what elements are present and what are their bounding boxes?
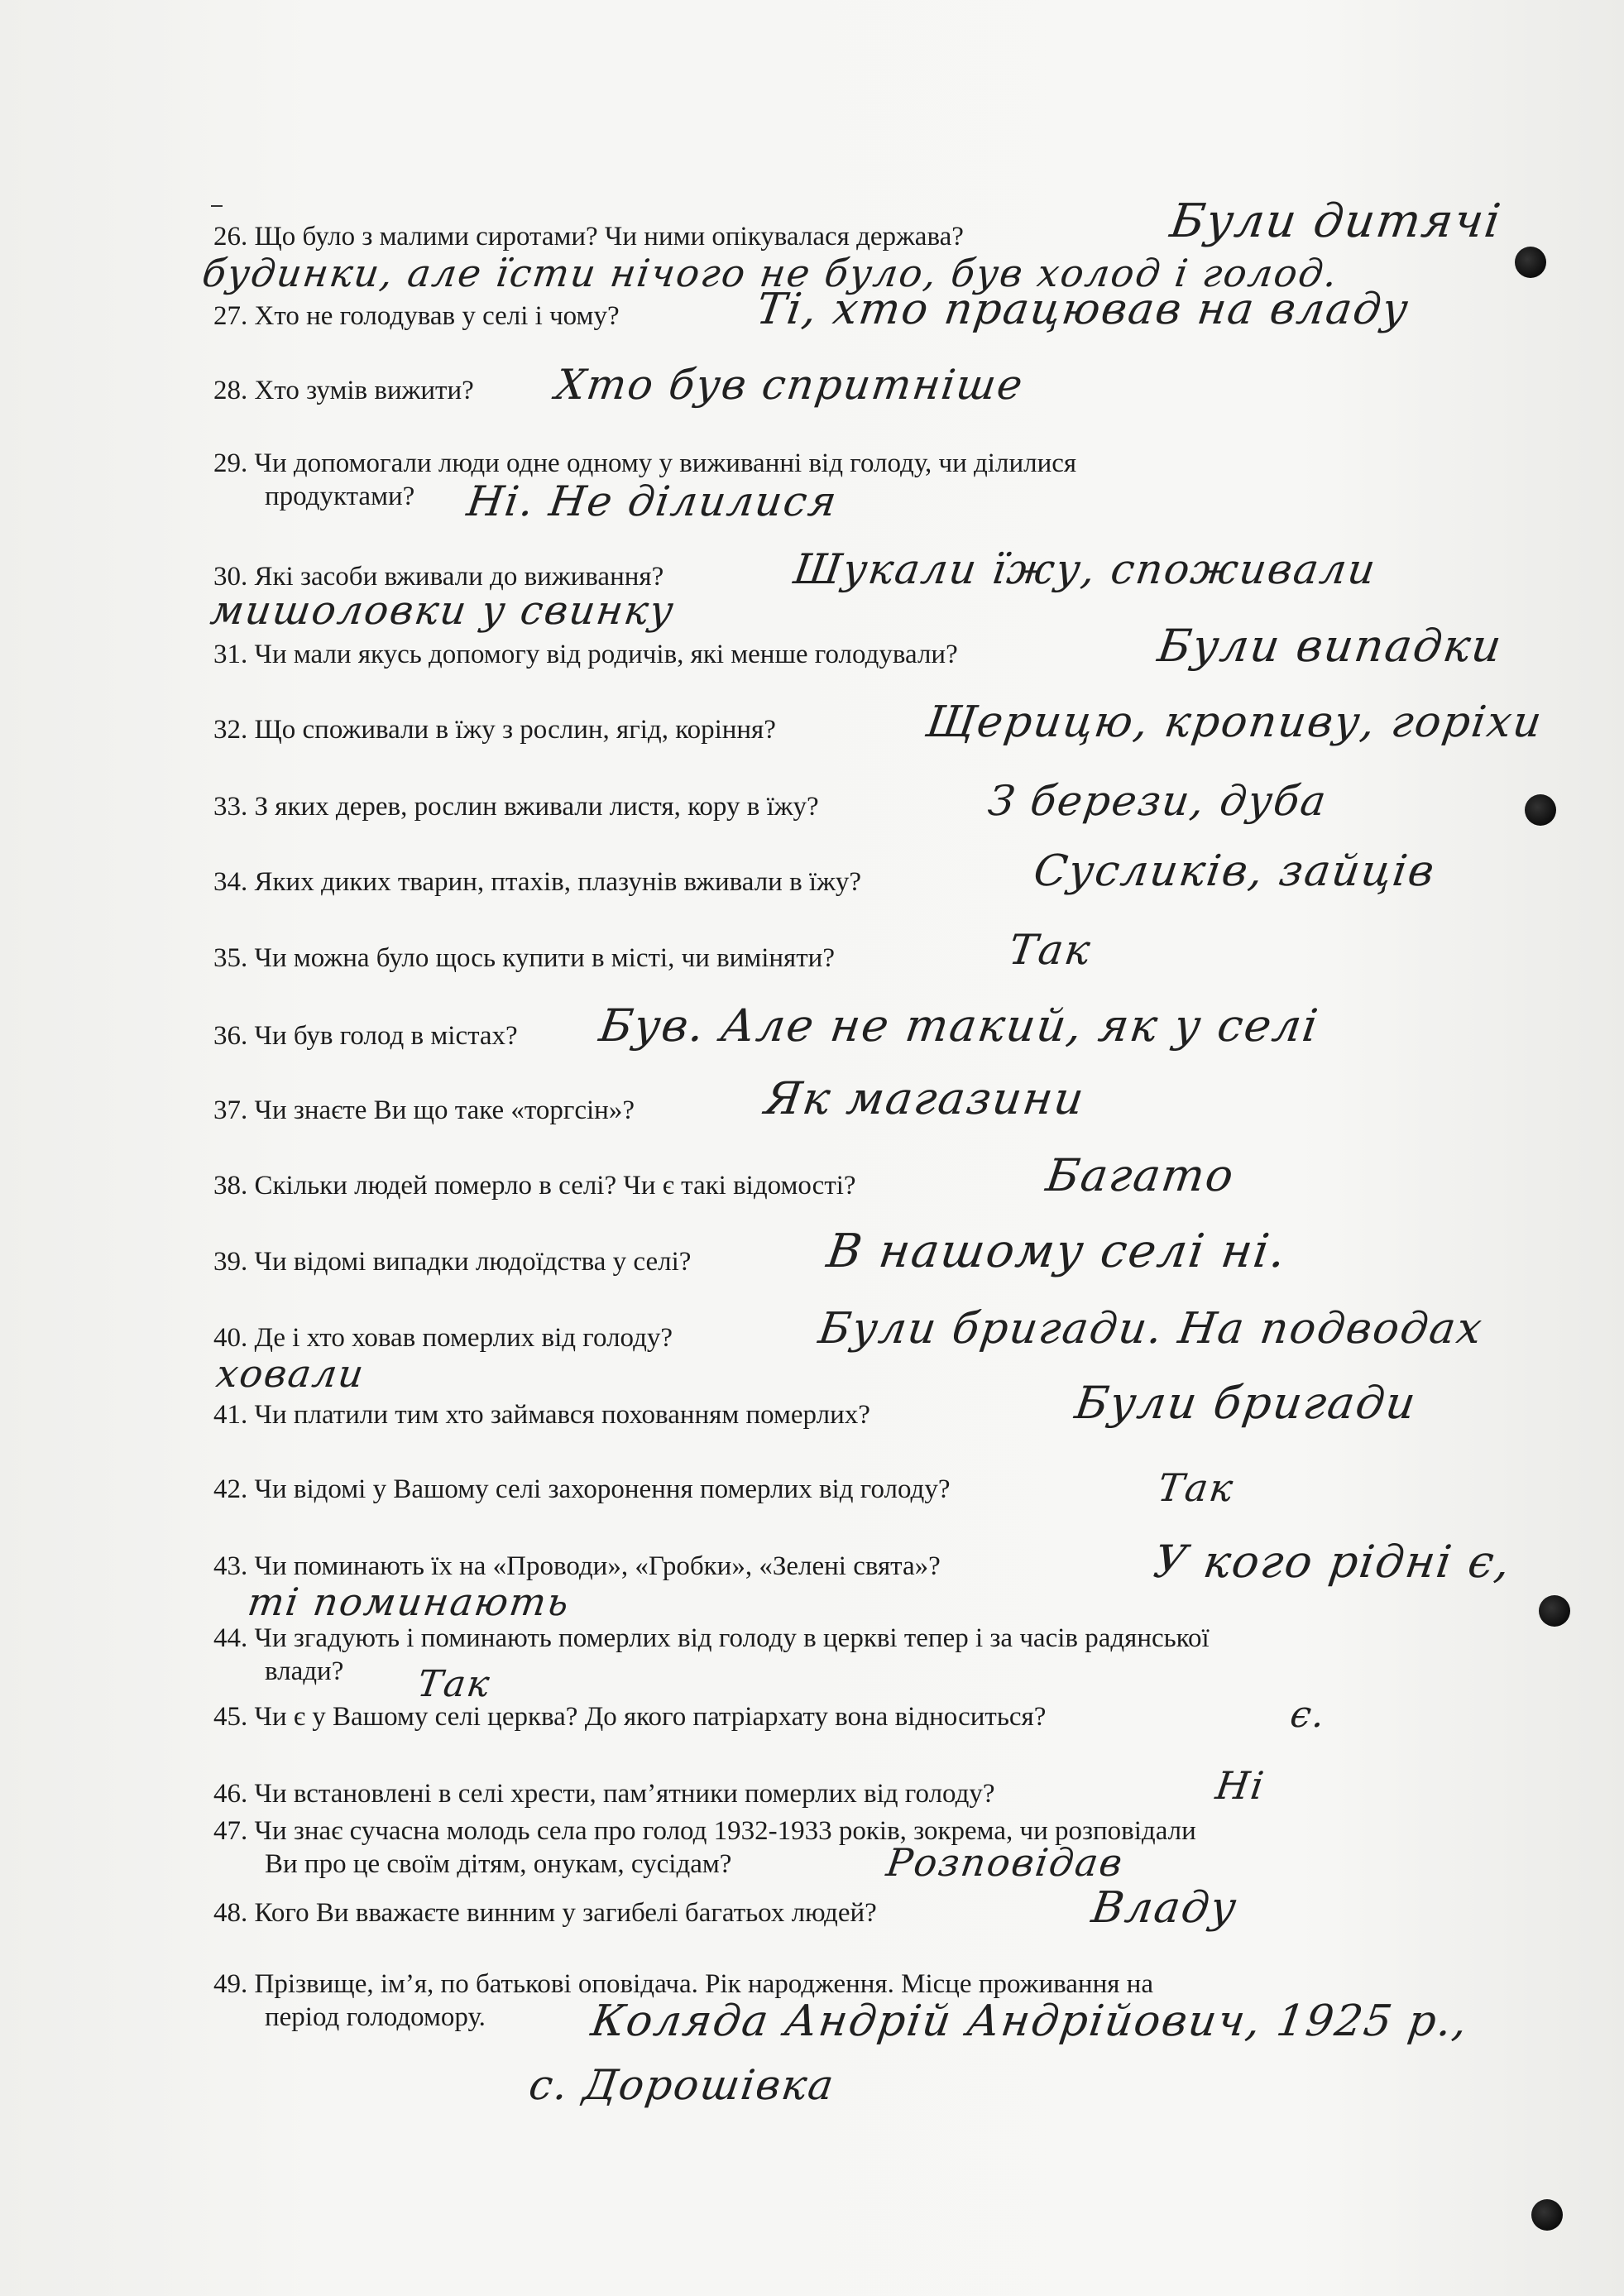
answer-26-line-1: Були дитячі xyxy=(1167,194,1506,248)
question-28: 28. Хто зумів вижити? xyxy=(213,376,474,405)
punch-hole-upper xyxy=(1525,794,1556,826)
answer-34: Сусликів, зайців xyxy=(1030,846,1439,896)
answer-38: Багато xyxy=(1042,1149,1238,1201)
question-34: 34. Яких диких тварин, птахів, плазунів вживали в їжу? xyxy=(213,867,862,897)
answer-35: Так xyxy=(1005,926,1095,974)
answer-33: З берези, дуба xyxy=(984,777,1331,825)
answer-43-line-2: ті поминають xyxy=(245,1579,573,1624)
answer-39: В нашому селі ні. xyxy=(823,1225,1291,1278)
answer-43-line-1: У кого рідні є, xyxy=(1150,1536,1515,1588)
question-49-line-1: 49. Прізвище, ім’я, по батькові оповідача. Рік народження. Місце проживання на xyxy=(213,1969,1153,1999)
answer-41: Були бригади xyxy=(1071,1377,1420,1429)
question-44 xyxy=(213,1622,1210,1688)
answer-42: Так xyxy=(1155,1465,1238,1510)
answer-32: Щерицю, кропиву, горіхи xyxy=(922,697,1546,747)
answer-27: Ті, хто працював на владу xyxy=(753,285,1413,334)
question-47-line-2: Ви про це своїм дітям, онукам, сусідам? xyxy=(265,1849,732,1879)
question-32: 32. Що споживали в їжу з рослин, ягід, коріння? xyxy=(213,715,776,745)
answer-49-line-2: с. Дорошівка xyxy=(525,2061,838,2109)
answer-26-line-2: будинки, але їсти нічого не було, був холод і голод. xyxy=(199,251,1342,295)
question-31: 31. Чи мали якусь допомогу від родичів, які менше голодували? xyxy=(213,640,958,669)
question-26: 26. Що було з малими сиротами? Чи ними опікувалася держава? xyxy=(213,222,964,252)
question-37: 37. Чи знаєте Ви що таке «торгсін»? xyxy=(213,1095,635,1125)
pen-mark xyxy=(211,205,223,207)
question-29-line-2: продуктами? xyxy=(265,482,415,511)
question-38: 38. Скільки людей померло в селі? Чи є такі відомості? xyxy=(213,1171,856,1201)
answer-36: Був. Але не такий, як у селі xyxy=(596,999,1323,1052)
question-29-line-1: 29. Чи допомогали люди одне одному у виживанні від голоду, чи ділилися xyxy=(213,448,1077,478)
answer-28: Хто був спритніше xyxy=(552,361,1028,409)
question-48: 48. Кого Ви вважаєте винним у загибелі багатьох людей? xyxy=(213,1898,877,1928)
answer-48: Владу xyxy=(1088,1883,1241,1933)
question-27: 27. Хто не голодував у селі і чому? xyxy=(213,301,620,331)
question-35: 35. Чи можна було щось купити в місті, чи виміняти? xyxy=(213,943,835,973)
question-36: 36. Чи був голод в містах? xyxy=(213,1021,518,1051)
answer-29: Ні. Не ділилися xyxy=(463,477,841,525)
answer-37: Як магазини xyxy=(761,1072,1089,1124)
question-33: 33. З яких дерев, рослин вживали листя, кору в їжу? xyxy=(213,792,819,822)
answer-30-line-1: Шукали їжу, споживали xyxy=(790,545,1380,593)
question-45: 45. Чи є у Вашому селі церква? До якого патріархату вона відноситься? xyxy=(213,1702,1047,1732)
question-49-line-2: період голодомору. xyxy=(265,2002,486,2032)
answer-40-line-1: Були бригади. На подводах xyxy=(815,1304,1487,1354)
answer-45: є. xyxy=(1287,1694,1329,1736)
question-46: 46. Чи встановлені в селі хрести, пам’ятники померлих від голоду? xyxy=(213,1779,995,1809)
answer-30-line-2: мишоловки у свинку xyxy=(208,587,678,634)
punch-hole-top xyxy=(1515,247,1546,278)
question-41: 41. Чи платили тим хто займався похованням померлих? xyxy=(213,1400,870,1430)
question-47-line-1: 47. Чи знає сучасна молодь села про голод 1932-1933 років, зокрема, чи розповідали xyxy=(213,1816,1196,1846)
punch-hole-bottom xyxy=(1531,2199,1563,2231)
answer-31: Були випадки xyxy=(1154,620,1507,672)
question-42: 42. Чи відомі у Вашому селі захоронення померлих від голоду? xyxy=(213,1474,951,1504)
question-39: 39. Чи відомі випадки людоїдства у селі? xyxy=(213,1247,692,1277)
answer-40-line-2: ховали xyxy=(213,1351,368,1396)
answer-46: Ні xyxy=(1213,1763,1268,1808)
question-44-line-2: влади? xyxy=(265,1656,344,1686)
answer-47: Розповідав xyxy=(884,1840,1127,1885)
question-44-line-1: 44. Чи згадують і поминають померлих від голоду в церкві тепер і за часів радянської xyxy=(213,1623,1210,1653)
question-30: 30. Які засоби вживали до виживання? xyxy=(213,562,664,592)
question-43: 43. Чи поминають їх на «Проводи», «Гробки», «Зелені свята»? xyxy=(213,1551,941,1581)
answer-49-line-1: Коляда Андрій Андрійович, 1925 р., xyxy=(587,1996,1473,2046)
answer-44: Так xyxy=(414,1663,494,1705)
question-40: 40. Де і хто ховав померлих від голоду? xyxy=(213,1323,673,1353)
punch-hole-lower xyxy=(1539,1595,1570,1627)
